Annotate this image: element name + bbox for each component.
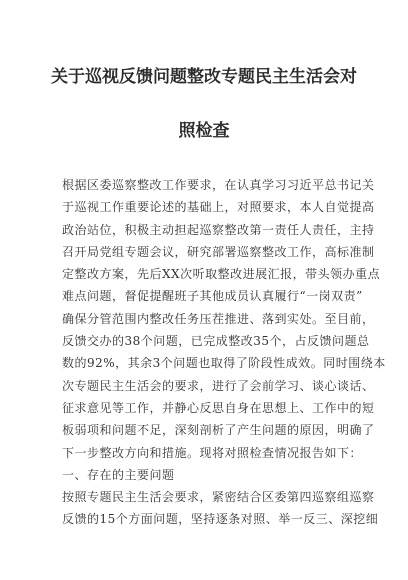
document-title-line-1: 关于巡视反馈问题整改专题民主生活会对 — [51, 67, 357, 87]
body-line: 召开局党组专题会议，研究部署巡察整改工作，高标准制 — [62, 244, 375, 259]
body-line: 反馈的15个方面问题，坚持逐条对照、举一反三、深挖细 — [62, 512, 379, 527]
body-line: 定整改方案，先后XX次听取整改进展汇报，带头领办重点 — [62, 267, 381, 282]
body-line: 难点问题，督促提醒班子其他成员认真履行“一岗双责” — [62, 289, 363, 304]
body-line: 政治站位，积极主动担起巡察整改第一责任人责任，主持 — [62, 222, 375, 237]
body-line: 根据区委巡察整改工作要求，在认真学习习近平总书记关 — [62, 178, 375, 192]
body-line: 于巡视工作重要论述的基础上，对照要求，本人自觉提高 — [62, 200, 375, 215]
body-line: 次专题民主生活会的要求，进行了会前学习、谈心谈话、 — [62, 378, 375, 393]
body-line: 反馈交办的38个问题，已完成整改35个，占反馈问题总 — [62, 334, 370, 349]
body-line: 板弱项和问题不足，深刻剖析了产生问题的原因，明确了 — [62, 423, 375, 438]
body-line: 下一步整改方向和措施。现将对照检查情况报告如下： — [62, 445, 363, 460]
body-line: 数的92%，其余3个问题也取得了阶段性成效。同时围绕本 — [62, 356, 386, 371]
body-line: 按照专题民主生活会要求，紧密结合区委第四巡察组巡察 — [62, 490, 375, 505]
body-line: 确保分管范围内整改任务压茬推进、落到实处。至目前， — [62, 311, 375, 326]
document-title-line-2: 照检查 — [178, 121, 230, 141]
document-body — [62, 174, 386, 531]
section-heading: 一、存在的主要问题 — [62, 467, 175, 482]
body-line: 征求意见等工作，并静心反思自身在思想上、工作中的短 — [62, 400, 375, 415]
